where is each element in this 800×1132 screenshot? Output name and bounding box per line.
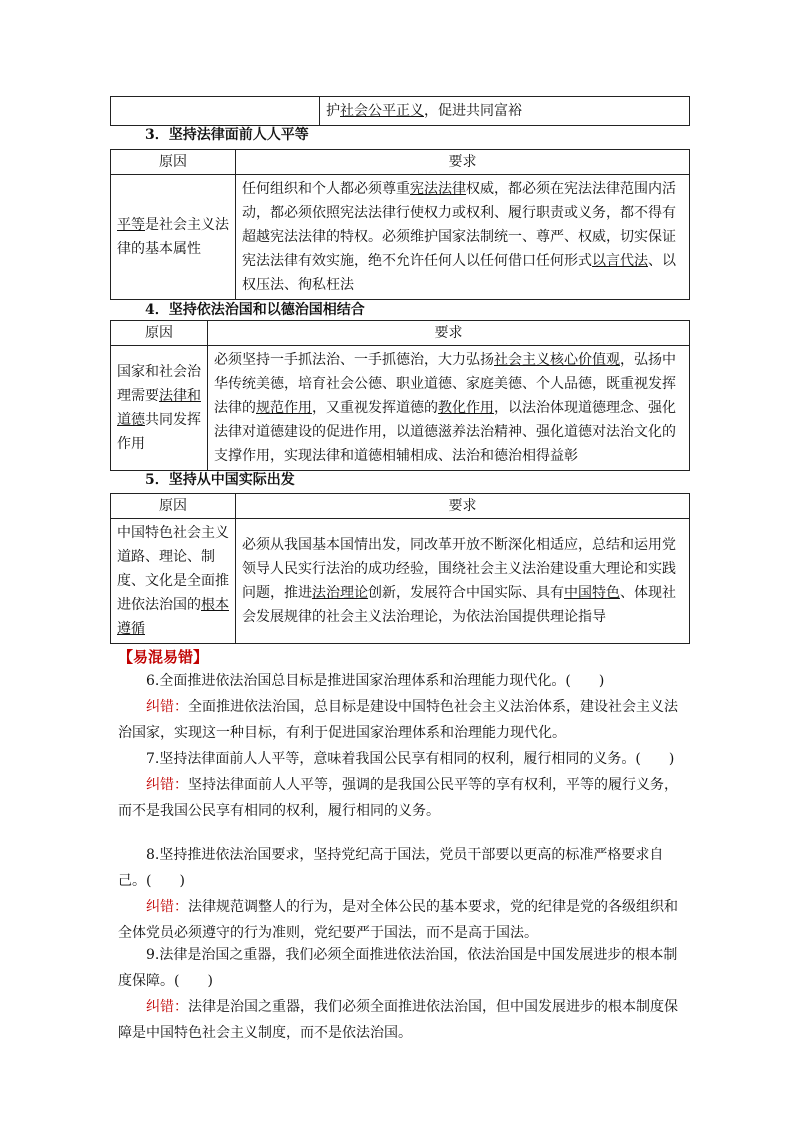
section-3-heading: 3．坚持法律面前人人平等 — [145, 127, 309, 143]
requirement-cell — [236, 175, 690, 300]
requirement-cell — [236, 519, 690, 644]
reason-cell — [111, 346, 208, 471]
underlined-term: 法律和道德 — [117, 388, 201, 428]
underlined-term: 中国特色 — [564, 585, 620, 601]
error-statement — [118, 668, 690, 694]
text: 国家和社会治理需要 — [117, 364, 201, 404]
section-4-table — [110, 320, 690, 471]
text: 全面推进依法治国，总目标是建设中国特色社会主义法治体系，建设社会主义法治国家，实现这一种目标，有利于促进国家治理体系和治理能力现代化。 — [118, 699, 678, 741]
correction-label: 纠错： — [146, 699, 188, 715]
underlined-term: 根本遵循 — [117, 597, 229, 637]
col-requirement-header: 要求 — [236, 494, 690, 519]
text: 、体现社会发展规律的社会主义法治理论，为依法治国提供理论指导 — [242, 585, 676, 625]
error-item-6 — [118, 668, 690, 746]
text: 任何组织和个人都必须尊重 — [242, 181, 410, 197]
error-correction — [118, 694, 690, 746]
text: ，促进共同富裕 — [424, 103, 522, 119]
error-statement — [118, 942, 690, 994]
text: 必须坚持一手抓法治、一手抓德治，大力弘扬 — [214, 352, 494, 368]
text: 坚持法律面前人人平等，强调的是我国公民平等的享有权利，平等的履行义务，而不是我国公民享有相同的权利，履行相同的义务。 — [118, 777, 678, 819]
text: 中国特色社会主义道路、理论、制度、文化是全面推进依法治国的 — [117, 525, 229, 613]
text: ，又重视发挥道德的 — [312, 400, 438, 416]
text: 6.全面推进依法治国总目标是推进国家治理体系和治理能力现代化。( ) — [146, 673, 605, 689]
underlined-term: 以言代法 — [592, 253, 648, 269]
continuation-right-cell — [320, 97, 690, 126]
underlined-term: 宪法法律 — [410, 181, 466, 197]
error-item-7 — [118, 746, 690, 824]
error-correction — [118, 994, 690, 1046]
text: ，以法治体现道德理念、强化法律对道德建设的促进作用，以道德滋养法治精神、强化道德对法治文化的支撑作用，实现法律和道德相辅相成、法治和德治相得益彰 — [214, 400, 676, 464]
error-correction — [118, 894, 690, 946]
error-item-9 — [118, 942, 690, 1046]
col-requirement-header: 要求 — [208, 321, 690, 346]
text: 7.坚持法律面前人人平等，意味着我国公民享有相同的权利，履行相同的义务。( ) — [146, 751, 675, 767]
correction-label: 纠错： — [146, 999, 188, 1015]
underlined-term: 平等 — [117, 217, 145, 233]
col-reason-header: 原因 — [111, 321, 208, 346]
underlined-term: 规范作用 — [256, 400, 312, 416]
continuation-table — [110, 96, 690, 126]
requirement-cell — [208, 346, 690, 471]
section-3-table — [110, 149, 690, 300]
underlined-term: 教化作用 — [438, 400, 494, 416]
section-5-table — [110, 493, 690, 644]
correction-label: 纠错： — [146, 899, 188, 915]
underlined-term: 社会主义核心价值观 — [494, 352, 620, 368]
text: ，弘扬中华传统美德，培育社会公德、职业道德、家庭美德、个人品德，既重视发挥法律的 — [214, 352, 676, 416]
section-5-heading: 5．坚持从中国实际出发 — [145, 472, 295, 488]
text: 权威，都必须在宪法法律范围内活动，都必须依照宪法法律行使权力或权利、履行职责或义务，都不得有超越宪法法律的特权。必须维护国家法制统一、尊严、权威，切实保证宪法法律有效实施，绝不允许任何人以任何借口任何形式 — [242, 181, 676, 269]
continuation-left-cell — [111, 97, 320, 126]
text: 8.坚持推进依法治国要求，坚持党纪高于国法，党员干部要以更高的标准严格要求自己。( ) — [118, 847, 664, 889]
underlined-term: 社会公平正义 — [340, 103, 424, 119]
text: 必须从我国基本国情出发，同改革开放不断深化相适应，总结和运用党领导人民实行法治的成功经验，围绕社会主义法治建设重大理论和实践问题，推进 — [242, 537, 676, 601]
text: 法律规范调整人的行为，是对全体公民的基本要求，党的纪律是党的各级组织和全体党员必须遵守的行为准则，党纪要严于国法，而不是高于国法。 — [118, 899, 678, 941]
error-item-8 — [118, 842, 690, 946]
error-statement — [118, 746, 690, 772]
section-4-heading: 4．坚持依法治国和以德治国相结合 — [145, 302, 365, 318]
text: 9.法律是治国之重器，我们必须全面推进依法治国，依法治国是中国发展进步的根本制度保障。( ) — [118, 947, 678, 989]
text: 是社会主义法律的基本属性 — [117, 217, 229, 257]
underlined-term: 法治理论 — [312, 585, 368, 601]
correction-label: 纠错： — [146, 777, 188, 793]
col-requirement-header: 要求 — [236, 150, 690, 175]
error-statement — [118, 842, 690, 894]
reason-cell — [111, 519, 236, 644]
error-correction — [118, 772, 690, 824]
col-reason-header: 原因 — [111, 150, 236, 175]
errors-section-title: 【易混易错】 — [118, 648, 209, 666]
text: 创新，发展符合中国实际、具有 — [368, 585, 564, 601]
text: 护 — [326, 103, 340, 119]
reason-cell — [111, 175, 236, 300]
text: 法律是治国之重器，我们必须全面推进依法治国，但中国发展进步的根本制度保障是中国特色社会主义制度，而不是依法治国。 — [118, 999, 678, 1041]
col-reason-header: 原因 — [111, 494, 236, 519]
text: 共同发挥作用 — [117, 412, 201, 452]
text: 、以权压法、徇私枉法 — [242, 253, 676, 293]
